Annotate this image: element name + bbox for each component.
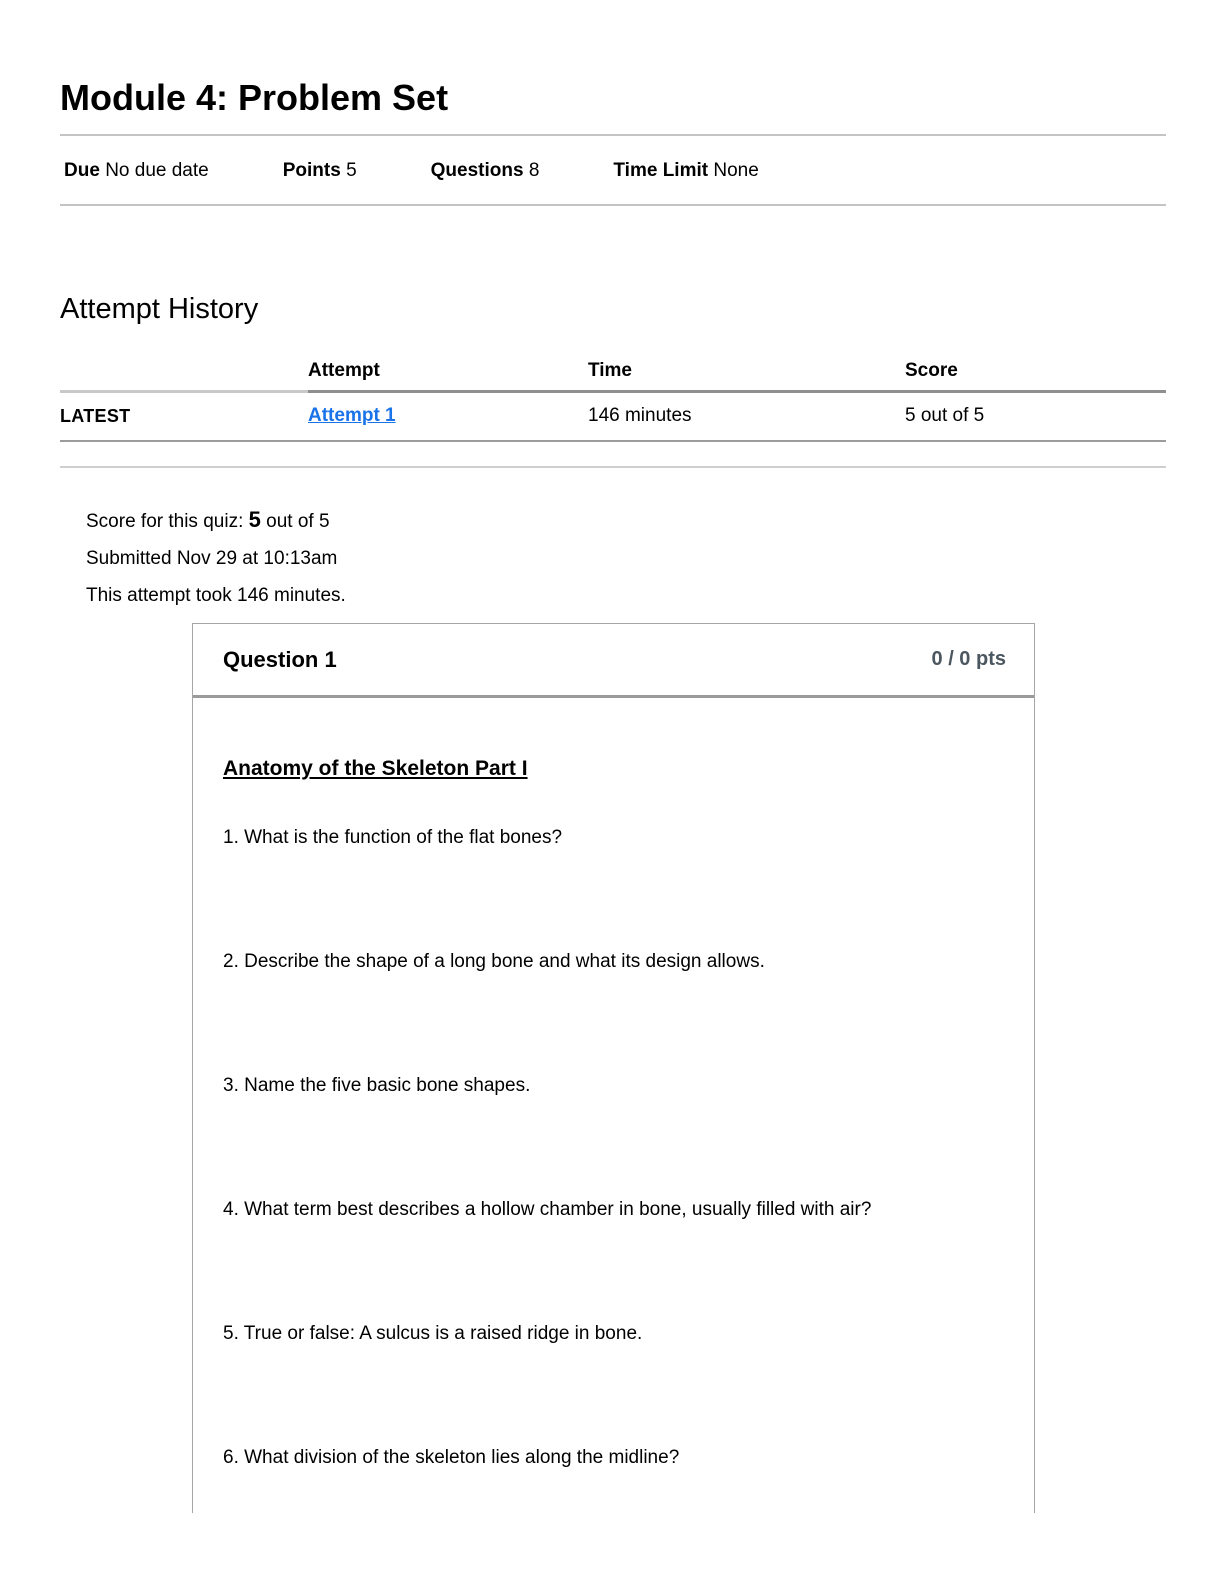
question-item: 1. What is the function of the flat bones? — [223, 827, 563, 848]
submitted-line: Submitted Nov 29 at 10:13am — [86, 548, 338, 569]
score-suffix: out of 5 — [266, 511, 330, 532]
question-card — [192, 623, 1035, 1513]
score-line — [86, 508, 1224, 533]
score-prefix: Score for this quiz: — [86, 511, 244, 532]
latest-badge: LATEST — [60, 392, 308, 442]
meta-due — [64, 158, 209, 184]
meta-questions — [431, 158, 540, 184]
page-title: Module 4: Problem Set — [60, 77, 449, 118]
question-item: 4. What term best describes a hollow chamber in bone, usually filled with air? — [223, 1199, 872, 1220]
meta-due-label: Due — [64, 160, 100, 181]
question-body — [193, 698, 1034, 1477]
divider — [60, 134, 1166, 136]
column-header-attempt: Attempt — [308, 346, 588, 392]
question-section-heading: Anatomy of the Skeleton Part I — [223, 757, 528, 780]
meta-points — [283, 158, 357, 184]
column-header-score: Score — [905, 346, 1166, 392]
duration-line: This attempt took 146 minutes. — [86, 585, 346, 606]
attempt-link[interactable]: Attempt 1 — [308, 405, 396, 426]
table-header-row — [60, 346, 1166, 392]
quiz-summary — [86, 508, 1224, 607]
column-header-empty — [60, 346, 308, 392]
quiz-meta-row — [64, 158, 1224, 184]
attempt-time: 146 minutes — [588, 392, 905, 442]
attempt-score: 5 out of 5 — [905, 392, 1166, 442]
table-row — [60, 392, 1166, 442]
question-item: 5. True or false: A sulcus is a raised ridge in bone. — [223, 1323, 643, 1344]
meta-due-value: No due date — [105, 160, 209, 181]
meta-time-limit-value: None — [713, 160, 759, 181]
attempt-history-table — [60, 346, 1166, 442]
score-value: 5 — [248, 507, 261, 532]
question-item: 3. Name the five basic bone shapes. — [223, 1075, 531, 1096]
question-item: 6. What division of the skeleton lies along the midline? — [223, 1447, 680, 1468]
column-header-time: Time — [588, 346, 905, 392]
question-header — [193, 624, 1034, 698]
attempt-history-heading: Attempt History — [60, 293, 259, 325]
meta-points-value: 5 — [346, 160, 357, 181]
meta-time-limit-label: Time Limit — [613, 160, 709, 181]
divider — [60, 204, 1166, 206]
meta-questions-label: Questions — [430, 160, 524, 181]
question-points: 0 / 0 pts — [931, 648, 1006, 670]
meta-questions-value: 8 — [528, 160, 540, 181]
divider — [60, 466, 1166, 468]
meta-points-label: Points — [282, 160, 341, 181]
question-item: 2. Describe the shape of a long bone and what its design allows. — [223, 951, 765, 972]
question-title: Question 1 — [223, 646, 337, 672]
meta-time-limit — [613, 158, 758, 184]
